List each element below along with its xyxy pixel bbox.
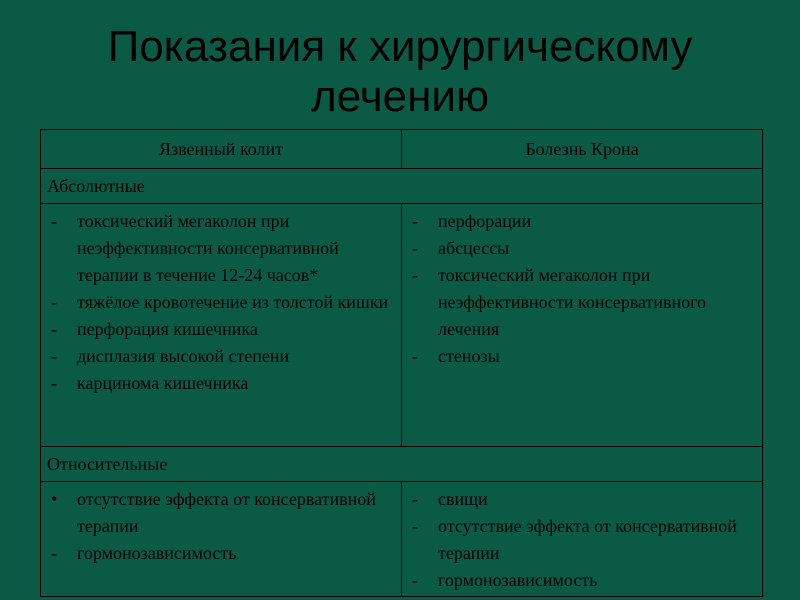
list-item-text: отсутствие эффекта от консервативной терапии <box>438 516 737 563</box>
list-absolute-crohn <box>412 208 758 370</box>
table-header-row <box>41 130 763 169</box>
cell-absolute-uc <box>41 204 402 447</box>
section-label-relative: Относительные <box>41 447 763 482</box>
list-item-text: дисплазия высокой степени <box>77 346 290 366</box>
list-item <box>412 235 758 262</box>
bullet-dash-icon: - <box>412 570 418 590</box>
slide-title-line-1: Показания к хирургическому <box>107 22 693 71</box>
bullet-dash-icon: - <box>412 265 418 285</box>
bullet-dash-icon: - <box>51 211 57 231</box>
list-relative-crohn <box>412 486 758 594</box>
bullet-dot-icon: • <box>51 489 58 509</box>
list-item-text: отсутствие эффекта от консервативной терапии <box>77 489 376 536</box>
list-item-text: перфорации <box>438 211 532 231</box>
bullet-dash-icon: - <box>412 238 418 258</box>
table-row-absolute <box>41 204 763 447</box>
list-item <box>412 513 758 567</box>
bullet-dash-icon: - <box>412 516 418 536</box>
bullet-dash-icon: - <box>51 346 57 366</box>
bullet-dash-icon: - <box>51 292 57 312</box>
list-item <box>51 343 397 370</box>
bullet-dash-icon: - <box>412 489 418 509</box>
list-item-text: гормонозависимость <box>77 543 237 563</box>
list-item <box>51 540 397 567</box>
section-label-absolute: Абсолютные <box>41 169 763 204</box>
list-item-text: свищи <box>438 489 488 509</box>
bullet-dash-icon: - <box>412 346 418 366</box>
list-item <box>412 262 758 343</box>
slide-title <box>0 22 800 122</box>
bullet-dash-icon: - <box>51 319 57 339</box>
bullet-dash-icon: - <box>412 211 418 231</box>
list-item <box>51 370 397 397</box>
cell-relative-uc <box>41 482 402 597</box>
list-item-text: токсический мегаколон при неэффективности консервативного лечения <box>438 265 707 339</box>
list-absolute-uc <box>51 208 397 444</box>
section-row-absolute <box>41 169 763 204</box>
cell-relative-crohn <box>402 482 763 597</box>
list-item-text: стенозы <box>438 346 500 366</box>
list-item <box>51 316 397 343</box>
bullet-dash-icon: - <box>51 373 57 393</box>
slide-title-line-2: лечению <box>311 72 489 121</box>
list-item <box>412 208 758 235</box>
list-item-text: токсический мегаколон при неэффективности консервативной терапии в течение 12-24 часов* <box>77 211 339 285</box>
cell-absolute-crohn <box>402 204 763 447</box>
list-item <box>412 486 758 513</box>
list-item-text: гормонозависимость <box>438 570 598 590</box>
list-item-text: тяжёлое кровотечение из толстой кишки <box>77 292 389 312</box>
indications-table <box>40 129 763 597</box>
list-item-text: перфорация кишечника <box>77 319 258 339</box>
table-row-relative <box>41 482 763 597</box>
list-item <box>51 208 397 289</box>
list-item <box>51 289 397 316</box>
list-item-text: карцинома кишечника <box>77 373 249 393</box>
section-row-relative <box>41 447 763 482</box>
list-relative-uc <box>51 486 397 567</box>
list-item <box>51 486 397 540</box>
bullet-dash-icon: - <box>51 543 57 563</box>
header-crohns-disease: Болезнь Крона <box>402 130 763 169</box>
list-item <box>412 343 758 370</box>
header-ulcerative-colitis: Язвенный колит <box>41 130 402 169</box>
list-item <box>412 567 758 594</box>
list-item-text: абсцессы <box>438 238 510 258</box>
